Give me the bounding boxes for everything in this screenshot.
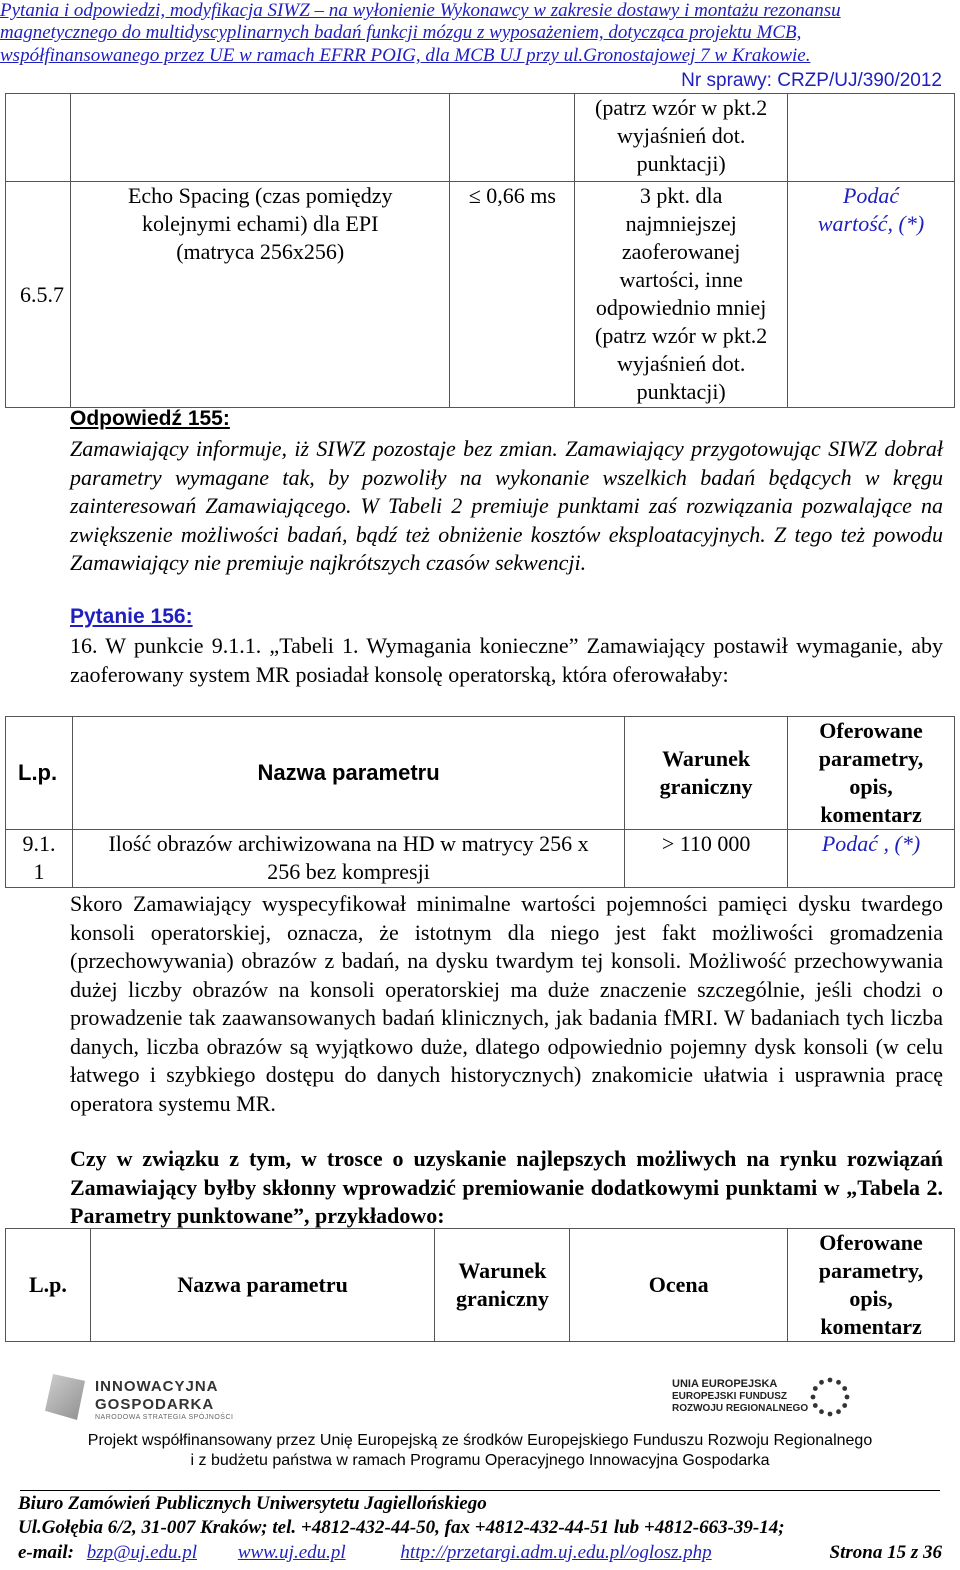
row-prev-lp — [6, 94, 71, 182]
footer-contacts — [18, 1542, 712, 1564]
answer-body: Zamawiający informuje, iż SIWZ pozostaje bez zmian. Zamawiający przygotowując SIWZ dobrał parametry wymagane tak, by pozwoliły na wykonanie wszelkich badań będących w kręgu zainteresowań Zamawiającego. W Tabeli 2 premiuje punktami zaś rozwiązania pozwalające na zwiększenie możliwości badań, bądź też obniżenie kosztów eksploatacyjnych. Z tego też powodu Zamawiający nie premiuje najkrótszych czasów sekwencji. — [70, 436, 943, 575]
answer-title: Odpowiedź 155: — [70, 407, 230, 430]
header-lp: L.p. — [6, 717, 73, 830]
header-title-line-3: współfinansowanego przez UE w ramach EFRR POIG, dla MCB UJ przy ul.Gronostajowej 7 w Krakowie. — [0, 45, 811, 66]
proposed-scoring-table — [5, 1228, 955, 1342]
header-title-line-2: magnetycznego do multidyscyplinarnych badań funkcji mózgu z wyposażeniem, dotycząca projektu MCB, — [0, 22, 802, 43]
header-title-line-1: Pytania i odpowiedzi, modyfikacja SIWZ – na wyłonienie Wykonawcy w zakresie dostawy i montażu rezonansu — [0, 0, 841, 21]
footer-divider — [20, 1490, 940, 1491]
case-number: Nr sprawy: CRZP/UJ/390/2012 — [681, 70, 942, 91]
tenders-link[interactable]: http://przetargi.adm.uj.edu.pl/oglosz.php — [400, 1542, 712, 1563]
header-name: Nazwa parametru — [72, 717, 624, 830]
project-note-line-1: Projekt współfinansowany przez Unię Europejską ze środków Europejskiego Funduszu Rozwoju Regionalnego — [87, 1432, 873, 1449]
logo-right-line-2: EUROPEJSKI FUNDUSZ — [672, 1391, 788, 1402]
row-scoring: 3 pkt. dla najmniejszej zaoferowanej wartości, inne odpowiednio mniej (patrz wzór w pkt.2 wyjaśnień dot. punktacji) — [575, 182, 788, 408]
header-offered: Oferowane parametry, opis, komentarz — [788, 1229, 955, 1342]
question-title: Pytanie 156: — [70, 605, 193, 628]
required-parameters-table — [5, 716, 955, 888]
row-offer: Podać wartość, (*) — [788, 182, 955, 408]
question-justification: Skoro Zamawiający wyspecyfikował minimalne wartości pojemności pamięci dysku twardego konsoli operatorskiej, oznacza, że istotnym dla niego jest fakt możliwości gromadzenia (przechowywania) obrazów z badań, na dysku twardym tej konsoli. Możliwość przechowywania dużej liczby obrazów na konsoli operatorskiej ma duże znaczenie szczególnie, jeśli chodzi o prowadzenie tak zaawansowanych badań klinicznych, jak badania fMRI. W badaniach tych liczba danych, liczba obrazów są wyjątkowo duże, dlatego odpowiednio pojemny dysk konsoli (w celu łatwego i szybkiego dostępu do danych historycznych) znakomicie ułatwia i usprawnia pracę operatora systemu MR. — [70, 891, 943, 1116]
row-prev-scoring: (patrz wzór w pkt.2 wyjaśnień dot. punktacji) — [575, 94, 788, 182]
innovative-economy-logo — [45, 1374, 245, 1424]
logo-left-line-1: INNOWACYJNA — [95, 1378, 219, 1395]
page-number: Strona 15 z 36 — [829, 1542, 942, 1563]
row-name: Echo Spacing (czas pomiędzy kolejnymi echami) dla EPI (matryca 256x256) — [70, 182, 449, 408]
logo-right-line-3: ROZWOJU REGIONALNEGO — [672, 1403, 809, 1414]
website-link[interactable]: www.uj.edu.pl — [237, 1542, 346, 1563]
logo-left-line-3: NARODOWA STRATEGIA SPÓJNOŚCI — [95, 1414, 234, 1421]
header-condition: Warunek graniczny — [625, 717, 788, 830]
row-prev-condition — [450, 94, 575, 182]
row-prev-name — [70, 94, 449, 182]
row-condition: ≤ 0,66 ms — [450, 182, 575, 408]
project-note-line-2: i z budżetu państwa w ramach Programu Operacyjnego Innowacyjna Gospodarka — [190, 1452, 770, 1469]
funding-logos — [0, 1372, 960, 1432]
logo-right-line-1: UNIA EUROPEJSKA — [672, 1378, 778, 1390]
row-name: Ilość obrazów archiwizowana na HD w matrycy 256 x 256 bez kompresji — [72, 830, 624, 888]
header-offered: Oferowane parametry, opis, komentarz — [788, 717, 955, 830]
email-link[interactable]: bzp@uj.edu.pl — [86, 1542, 198, 1563]
project-cofinancing-note — [0, 1431, 960, 1471]
row-prev-offer — [788, 94, 955, 182]
row-lp: 9.1. 1 — [6, 830, 73, 888]
email-label: e-mail: — [18, 1542, 74, 1563]
row-condition: > 110 000 — [625, 830, 788, 888]
eu-stars-icon — [800, 1372, 860, 1422]
footer-office: Biuro Zamówień Publicznych Uniwersytetu Jagiellońskiego — [18, 1493, 487, 1514]
parameters-table-continued — [5, 93, 955, 408]
header-lp: L.p. — [6, 1229, 91, 1342]
logo-left-line-2: GOSPODARKA — [95, 1396, 215, 1413]
question-body: 16. W punkcie 9.1.1. „Tabeli 1. Wymagania konieczne” Zamawiający postawił wymaganie, aby zaoferowany system MR posiadał konsolę operatorską, która oferowałaby: — [70, 633, 943, 687]
row-offered: Podać , (*) — [788, 830, 955, 888]
footer-address: Ul.Gołębia 6/2, 31-007 Kraków; tel. +4812-432-44-50, fax +4812-432-44-51 lub +4812-663-39-14; — [18, 1517, 785, 1538]
question-request: Czy w związku z tym, w trosce o uzyskanie najlepszych możliwych na rynku rozwiązań Zamawiający byłby skłonny wprowadzić premiowanie dodatkowymi punktami w „Tabela 2. Parametry punktowane”, przykładowo: — [70, 1146, 943, 1228]
row-lp: 6.5.7 — [6, 182, 71, 408]
header-condition: Warunek graniczny — [435, 1229, 570, 1342]
header-name: Nazwa parametru — [90, 1229, 435, 1342]
innovative-economy-mark-icon — [45, 1374, 85, 1420]
header-score: Ocena — [570, 1229, 788, 1342]
